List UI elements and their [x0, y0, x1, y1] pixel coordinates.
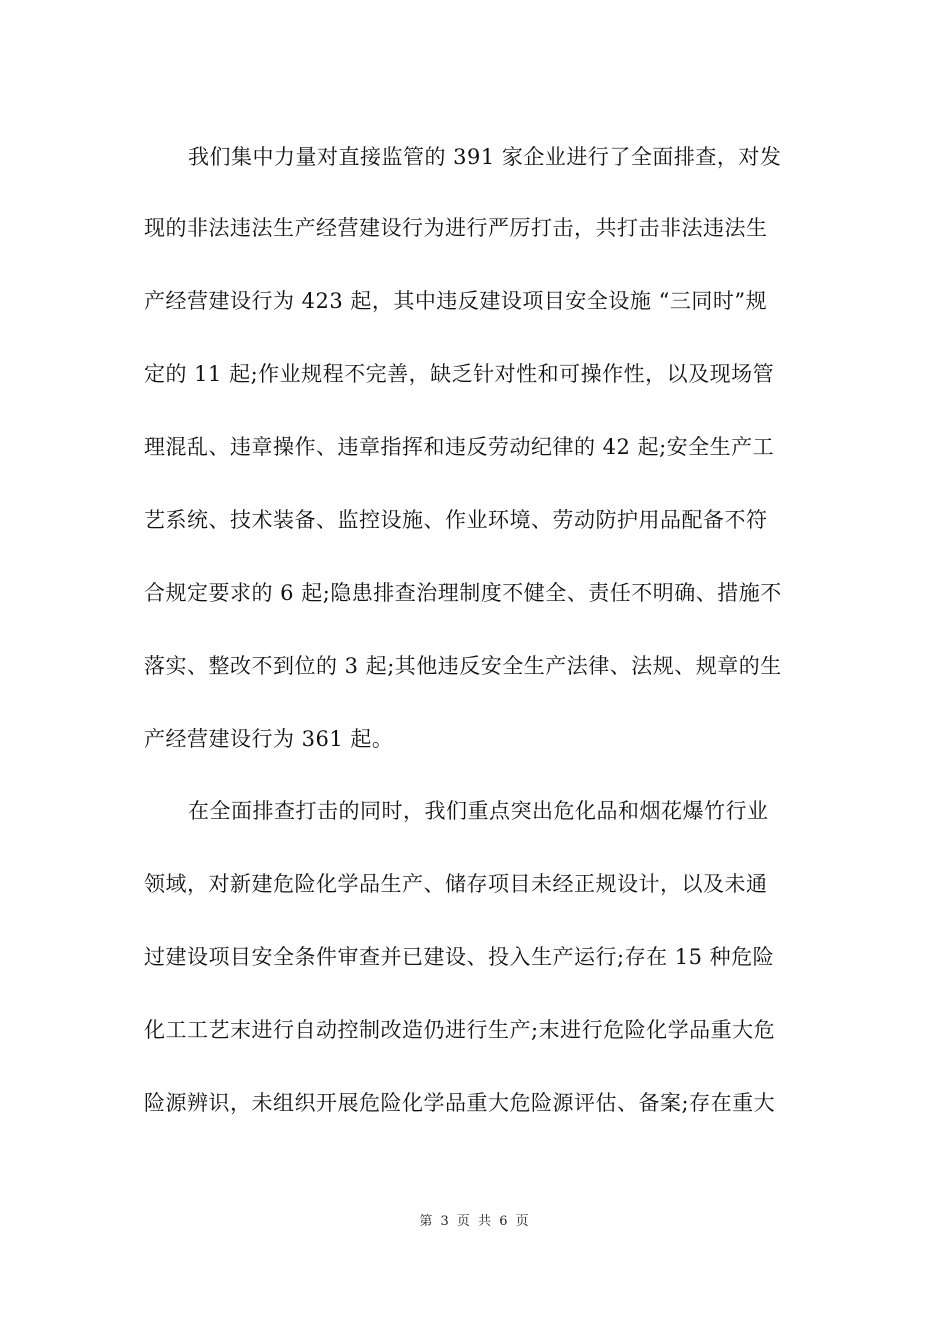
- paragraph-1-line-3: 产经营建设行为 423 起，其中违反建设项目安全设施 “三同时”规: [144, 289, 768, 313]
- paragraph-2-line-2: 领域，对新建危险化学品生产、储存项目未经正规设计，以及未通: [144, 872, 768, 896]
- paragraph-2-line-1: 在全面排查打击的同时，我们重点突出危化品和烟花爆竹行业: [188, 799, 769, 823]
- paragraph-1-line-9: 产经营建设行为 361 起。: [144, 727, 394, 751]
- paragraph-1-line-4: 定的 11 起;作业规程不完善，缺乏针对性和可操作性，以及现场管: [144, 362, 775, 386]
- paragraph-2-line-4: 化工工艺末进行自动控制改造仍进行生产;末进行危险化学品重大危: [144, 1018, 776, 1042]
- paragraph-2-line-3: 过建设项目安全条件审查并已建设、投入生产运行;存在 15 种危险: [144, 945, 775, 969]
- paragraph-1-line-5: 理混乱、违章操作、违章指挥和违反劳动纪律的 42 起;安全生产工: [144, 435, 775, 459]
- paragraph-1-line-2: 现的非法违法生产经营建设行为进行严厉打击，共打击非法违法生: [144, 216, 768, 240]
- paragraph-1-line-8: 落实、整改不到位的 3 起;其他违反安全生产法律、法规、规章的生: [144, 654, 782, 678]
- paragraph-1-line-6: 艺系统、技术装备、监控设施、作业环境、劳动防护用品配备不符: [144, 508, 768, 532]
- paragraph-1-line-1: 我们集中力量对直接监管的 391 家企业进行了全面排查，对发: [188, 145, 782, 169]
- paragraph-2-line-5: 险源辨识，未组织开展危险化学品重大危险源评估、备案;存在重大: [144, 1091, 776, 1115]
- paragraph-1-line-7: 合规定要求的 6 起;隐患排查治理制度不健全、责任不明确、措施不: [144, 581, 782, 605]
- page-footer: 第 3 页 共 6 页: [419, 1214, 531, 1229]
